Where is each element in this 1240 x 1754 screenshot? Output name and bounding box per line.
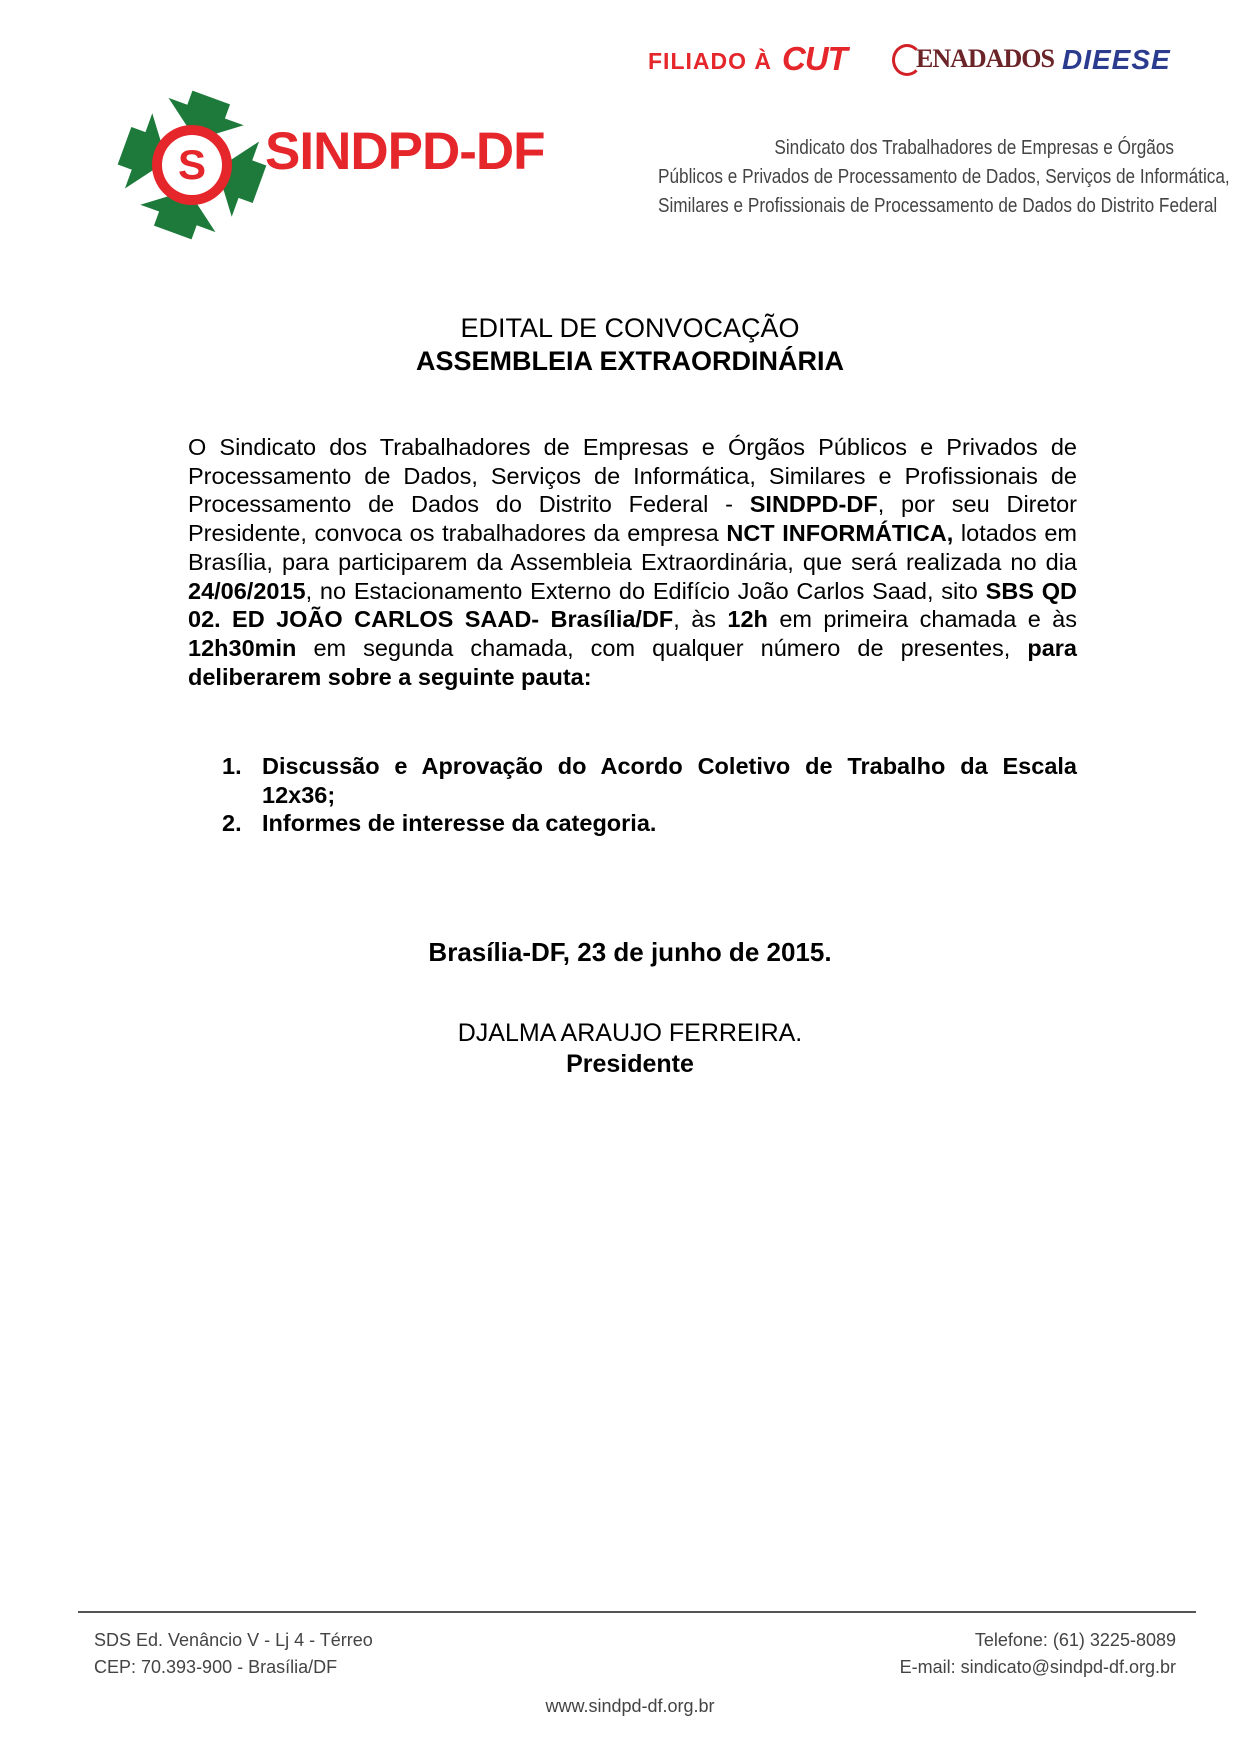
para-bold: para deliberarem sobre a seguinte pauta:: [188, 634, 1077, 690]
footer-address: [94, 1627, 373, 1681]
address-line: SDS Ed. Venâncio V - Lj 4 - Térreo: [94, 1630, 373, 1650]
sindpd-logo-text: SINDPD-DF: [265, 122, 545, 181]
list-item-text: Informes de interesse da categoria.: [262, 810, 657, 837]
title-line-1: EDITAL DE CONVOCAÇÃO: [460, 313, 800, 343]
fenadados-logo: ENADADOS: [916, 44, 1054, 73]
org-line: Públicos e Privados de Processamento de Dados, Serviços de Informática,: [658, 166, 1230, 188]
affiliation-logos: [648, 38, 1198, 78]
list-item-number: 1.: [222, 753, 242, 779]
website-text: www.sindpd-df.org.br: [545, 1696, 715, 1716]
org-line: Similares e Profissionais de Processamento de Dados do Distrito Federal: [658, 195, 1218, 217]
footer-divider: [78, 1611, 1196, 1613]
para-text: em segunda chamada, com qualquer número de presentes,: [296, 634, 1028, 661]
signer-name: DJALMA ARAUJO FERREIRA.: [457, 1019, 803, 1047]
address-line: CEP: 70.393-900 - Brasília/DF: [94, 1657, 338, 1677]
para-bold: 24/06/2015: [188, 577, 306, 604]
list-item: [222, 752, 1077, 809]
para-bold: SBS QD 02. ED JOÃO CARLOS SAAD- Brasília/DF: [188, 577, 1077, 633]
title-line-2: ASSEMBLEIA EXTRAORDINÁRIA: [415, 346, 845, 376]
para-bold: 12h: [727, 606, 768, 633]
agenda-list: [222, 752, 1077, 838]
convocation-paragraph: [188, 433, 1077, 691]
list-item-text: Discussão e Aprovação do Acordo Coletivo de Trabalho da Escala 12x36;: [262, 753, 1077, 808]
para-text: lotados em Brasília, para participarem da Assembleia Extraordinária, que será realizada no dia: [188, 520, 1077, 575]
document-title: [0, 312, 1240, 378]
sindpd-logo-emblem: [112, 90, 272, 240]
para-bold: SINDPD-DF: [749, 491, 878, 518]
list-item: [222, 809, 1077, 838]
para-text: , por seu Diretor Presidente, convoca os trabalhadores da empresa: [188, 491, 1077, 547]
date-line: Brasília-DF, 23 de junho de 2015.: [428, 937, 832, 967]
dieese-logo: DIEESE: [1062, 44, 1171, 75]
para-text: O Sindicato dos Trabalhadores de Empresas e Órgãos Públicos e Privados de Processamento de Dados, Serviços de Informática, Similares e Profissionais de Processamento de Dados do Distrito Federal -: [188, 434, 1077, 518]
footer-contact: [900, 1627, 1176, 1681]
para-text: , no Estacionamento Externo do Edifício João Carlos Saad, sito: [305, 577, 986, 604]
signer-role: Presidente: [566, 1050, 694, 1078]
svg-text:S: S: [177, 141, 207, 188]
affiliation-label: FILIADO À: [648, 48, 772, 74]
cut-logo: CUT: [782, 40, 847, 77]
organization-name: [658, 134, 1230, 221]
para-bold: 12h30min: [188, 634, 297, 661]
email-text: E-mail: sindicato@sindpd-df.org.br: [899, 1657, 1176, 1677]
para-text: , às: [673, 606, 728, 633]
signature-block: [0, 1018, 1240, 1080]
org-line: Sindicato dos Trabalhadores de Empresas e Órgãos: [774, 137, 1174, 159]
phone-text: Telefone: (61) 3225-8089: [974, 1630, 1176, 1650]
list-item-number: 2.: [222, 810, 242, 837]
para-text: em primeira chamada e às: [767, 606, 1077, 633]
para-bold: NCT INFORMÁTICA,: [726, 520, 954, 547]
